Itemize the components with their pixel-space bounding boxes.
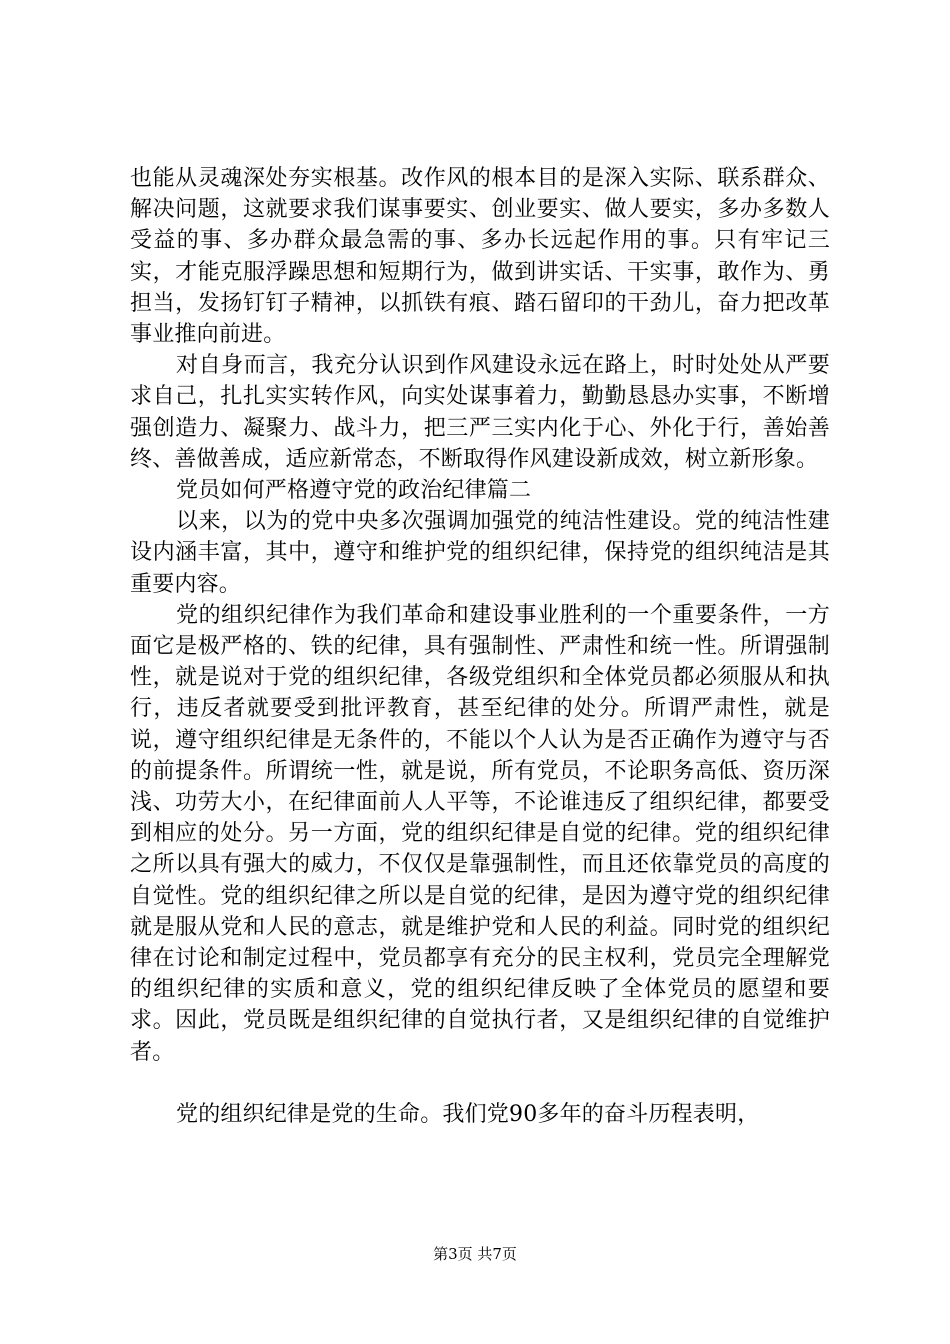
page-number-footer: 第3页 共7页 <box>433 1245 517 1263</box>
paragraph-discipline-is-life: 党的组织纪律是党的生命。我们党90多年的奋斗历程表明， <box>176 1101 760 1127</box>
paragraph-continued: 也能从灵魂深处夯实根基。改作风的根本目的是深入实际、联系群众、解决问题，这就要求我们谋事要实、创业要实、做人要实，多办多数人受益的事、多办群众最急需的事、多办长远起作用的事。只有牢记三实，才能克服浮躁思想和短期行为，做到讲实话、干实事，敢作为、勇担当，发扬钉钉子精神，以抓铁有痕、踏石留印的干劲儿，奋力把改革事业推向前进。 <box>130 166 830 348</box>
document-body <box>130 163 830 1130</box>
paragraph-organizational-discipline: 党的组织纪律作为我们革命和建设事业胜利的一个重要条件，一方面它是极严格的、铁的纪律，具有强制性、严肃性和统一性。所谓强制性，就是说对于党的组织纪律，各级党组织和全体党员都必须服从和执行，违反者就要受到批评教育，甚至纪律的处分。所谓严肃性，就是说，遵守组织纪律是无条件的，不能以个人认为是否正确作为遵守与否的前提条件。所谓统一性，就是说，所有党员，不论职务高低、资历深浅、功劳大小，在纪律面前人人平等，不论谁违反了组织纪律，都要受到相应的处分。另一方面，党的组织纪律是自觉的纪律。党的组织纪律之所以具有强大的威力，不仅仅是靠强制性，而且还依靠党员的高度的自觉性。党的组织纪律之所以是自觉的纪律，是因为遵守党的组织纪律就是服从党和人民的意志，就是维护党和人民的利益。同时党的组织纪律在讨论和制定过程中，党员都享有充分的民主权利，党员完全理解党的组织纪律的实质和意义，党的组织纪律反映了全体党员的愿望和要求。因此，党员既是组织纪律的自觉执行者，又是组织纪律的自觉维护者。 <box>130 602 830 1065</box>
paragraph-self-reflection: 对自身而言，我充分认识到作风建设永远在路上，时时处处从严要求自己，扎扎实实转作风，向实处谋事着力，勤勤恳恳办实事，不断增强创造力、凝聚力、战斗力，把三严三实内化于心、外化于行，善始善终、善做善成，适应新常态，不断取得作风建设新成效，树立新形象。 <box>130 353 830 472</box>
paragraph-purity-intro: 以来，以为的党中央多次强调加强党的纯洁性建设。党的纯洁性建设内涵丰富，其中，遵守和维护党的组织纪律，保持党的组织纯洁是其重要内容。 <box>130 509 830 597</box>
section-heading: 党员如何严格遵守党的政治纪律篇二 <box>176 478 532 504</box>
